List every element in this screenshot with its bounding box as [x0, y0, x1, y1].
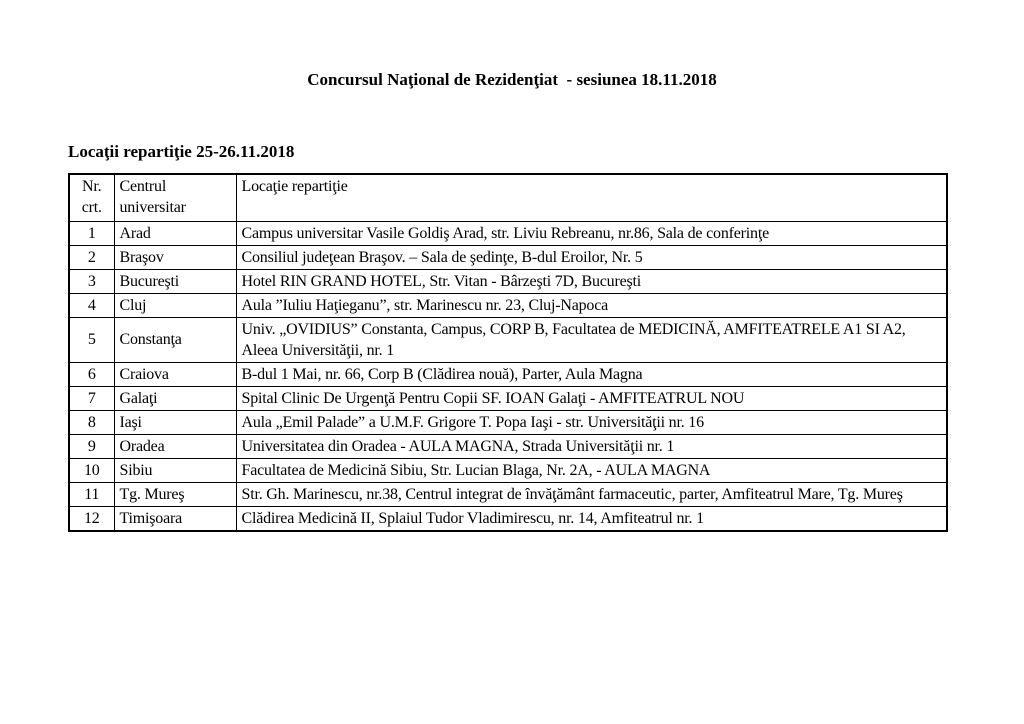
location-cell: Spital Clinic De Urgenţă Pentru Copii SF. IOAN Galaţi - AMFITEATRUL NOU [236, 386, 947, 410]
header-centrul-universitar: Centrul universitar [114, 174, 236, 221]
center-cell: Constanţa [114, 317, 236, 362]
row-number-cell: 10 [69, 458, 114, 482]
page-subtitle: Locaţii repartiţie 25-26.11.2018 [68, 142, 295, 161]
location-cell: Aula „Emil Palade” a U.M.F. Grigore T. Popa Iaşi - str. Universităţii nr. 16 [236, 410, 947, 434]
header-row [69, 174, 947, 221]
table-row [69, 245, 947, 269]
table-row [69, 410, 947, 434]
table-row [69, 293, 947, 317]
row-number-cell: 12 [69, 506, 114, 531]
location-cell: Str. Gh. Marinescu, nr.38, Centrul integrat de învăţământ farmaceutic, parter, Amfiteatrul Mare, Tg. Mureş [236, 482, 947, 506]
row-number-cell: 11 [69, 482, 114, 506]
center-cell: Cluj [114, 293, 236, 317]
location-cell: Campus universitar Vasile Goldiş Arad, str. Liviu Rebreanu, nr.86, Sala de conferinţe [236, 221, 947, 245]
location-cell: Clădirea Medicină II, Splaiul Tudor Vladimirescu, nr. 14, Amfiteatrul nr. 1 [236, 506, 947, 531]
table-row [69, 317, 947, 362]
center-cell: Bucureşti [114, 269, 236, 293]
center-cell: Galaţi [114, 386, 236, 410]
table-row [69, 386, 947, 410]
center-cell: Braşov [114, 245, 236, 269]
location-cell: Facultatea de Medicină Sibiu, Str. Lucian Blaga, Nr. 2A, - AULA MAGNA [236, 458, 947, 482]
table-body [69, 221, 947, 531]
row-number-cell: 5 [69, 317, 114, 362]
location-cell: Universitatea din Oradea - AULA MAGNA, Strada Universităţii nr. 1 [236, 434, 947, 458]
location-cell: Univ. „OVIDIUS” Constanta, Campus, CORP B, Facultatea de MEDICINĂ, AMFITEATRELE A1 SI A2, Aleea Universităţii, nr. 1 [236, 317, 947, 362]
table-row [69, 482, 947, 506]
locations-table [68, 173, 948, 532]
header-nr-crt: Nr. crt. [69, 174, 114, 221]
row-number-cell: 1 [69, 221, 114, 245]
row-number-cell: 7 [69, 386, 114, 410]
header-locatie-repartitie: Locaţie repartiţie [236, 174, 947, 221]
location-cell: Consiliul judeţean Braşov. – Sala de şedinţe, B-dul Eroilor, Nr. 5 [236, 245, 947, 269]
center-cell: Sibiu [114, 458, 236, 482]
table-row [69, 506, 947, 531]
location-cell: Aula ”Iuliu Haţieganu”, str. Marinescu nr. 23, Cluj-Napoca [236, 293, 947, 317]
table-row [69, 221, 947, 245]
center-cell: Tg. Mureş [114, 482, 236, 506]
row-number-cell: 3 [69, 269, 114, 293]
table-row [69, 362, 947, 386]
table-row [69, 458, 947, 482]
center-cell: Craiova [114, 362, 236, 386]
center-cell: Arad [114, 221, 236, 245]
location-cell: B-dul 1 Mai, nr. 66, Corp B (Clădirea nouă), Parter, Aula Magna [236, 362, 947, 386]
location-cell: Hotel RIN GRAND HOTEL, Str. Vitan - Bârzeşti 7D, Bucureşti [236, 269, 947, 293]
document-page [0, 70, 1024, 724]
row-number-cell: 4 [69, 293, 114, 317]
page-title: Concursul Naţional de Rezidenţiat - sesiunea 18.11.2018 [307, 70, 717, 89]
center-cell: Timişoara [114, 506, 236, 531]
row-number-cell: 6 [69, 362, 114, 386]
table-row [69, 269, 947, 293]
row-number-cell: 8 [69, 410, 114, 434]
center-cell: Oradea [114, 434, 236, 458]
row-number-cell: 2 [69, 245, 114, 269]
table-row [69, 434, 947, 458]
center-cell: Iaşi [114, 410, 236, 434]
row-number-cell: 9 [69, 434, 114, 458]
